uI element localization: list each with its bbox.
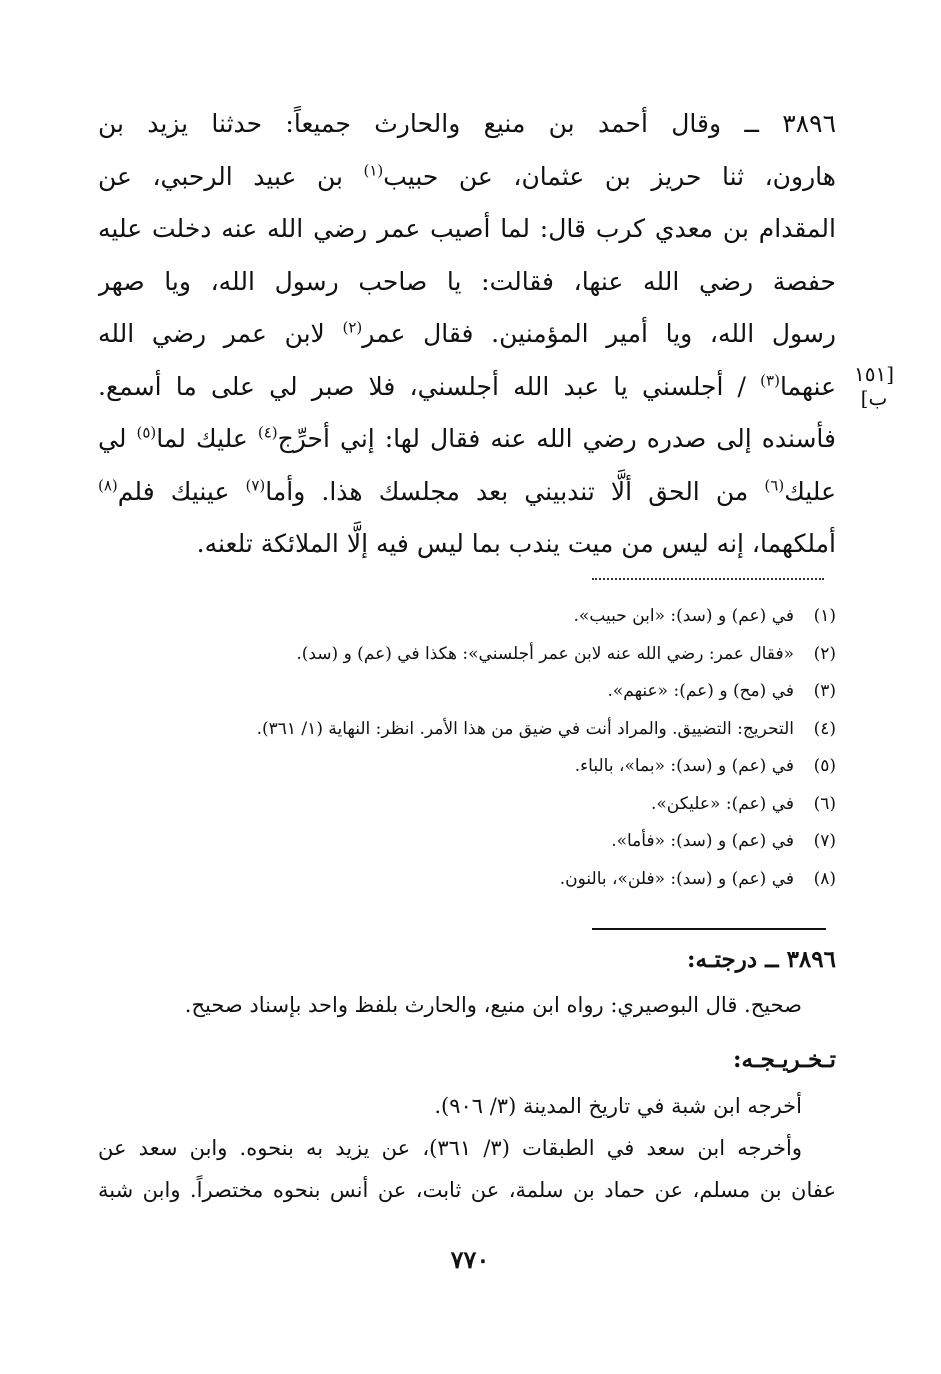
- footnote: [120, 711, 836, 749]
- takhrij-line-2: وأخرجه ابن سعد في الطبقات (٣/ ٣٦١)، عن يزيد به بنحوه. وابن سعد عن: [98, 1136, 802, 1160]
- hadith-line-3: المقدام بن معدي كرب قال: لما أصيب عمر رضي الله عنه دخلت عليه: [98, 214, 836, 243]
- footnote-number: (٦): [813, 793, 836, 814]
- grade-heading: ٣٨٩٦ ــ درجتـه:: [687, 946, 836, 973]
- footnote-text: التحريج: التضييق. والمراد أنت في ضيق من هذا الأمر. انظر: النهاية (١/ ٣٦١).: [256, 718, 794, 739]
- footnote-text: «فقال عمر: رضي الله عنه لابن عمر أجلسني»: هكذا في (عم) و (سد).: [296, 643, 794, 664]
- manuscript-folio-marker: [١٥١ ب]: [853, 362, 895, 410]
- hadith-line-8: عليك$^{(٦)}$ من الحق ألَّا تندبيني بعد مجلسك هذا. وأما$^{(٧)}$ عينيك فلم$^{(٨)}$: [98, 476, 836, 506]
- footnote-text: في (عم) و (سد): «فأما».: [611, 831, 794, 851]
- hadith-line-9: أملكهما، إنه ليس من ميت يندب بما ليس فيه إلَّا الملائكة تلعنه.: [196, 529, 836, 558]
- footnote-text: في (عم) و (سد): «بما»، بالباء.: [574, 756, 794, 776]
- takhrij-line-1: أخرجه ابن شبة في تاريخ المدينة (٣/ ٩٠٦).: [434, 1094, 802, 1118]
- footnote: [120, 823, 836, 861]
- footnote-number: (١): [813, 606, 836, 626]
- section-divider: [592, 928, 826, 930]
- footnote-separator: [592, 570, 824, 580]
- footnote: [120, 673, 836, 711]
- footnote: [120, 598, 836, 636]
- hadith-line-1: ٣٨٩٦ ــ وقال أحمد بن منيع والحارث جميعاً: حدثنا يزيد بن: [98, 109, 836, 138]
- footnote-number: (٧): [813, 831, 836, 851]
- footnote-number: (٢): [813, 643, 836, 664]
- footnote-number: (٤): [813, 718, 836, 739]
- footnote-text: في (عم): «عليكن».: [651, 793, 794, 814]
- grade-text: صحيح. قال البوصيري: رواه ابن منيع، والحارث بلفظ واحد بإسناد صحيح.: [184, 993, 802, 1017]
- hadith-line-2: هارون، ثنا حريز بن عثمان، عن حبيب$^{(١)}$ بن عبيد الرحبي، عن: [98, 161, 836, 191]
- footnote: [120, 636, 836, 674]
- footnote: [120, 786, 836, 824]
- takhrij-line-3: عفان بن مسلم، عن حماد بن سلمة، عن ثابت، عن أنس بنحوه مختصراً. وابن شبة: [98, 1178, 836, 1202]
- hadith-line-4: حفصة رضي الله عنها، فقالت: يا صاحب رسول الله، ويا صهر: [98, 266, 836, 296]
- hadith-line-6: عنهما$^{(٣)}$ / أجلسني يا عبد الله أجلسني، فلا صبر لي على ما أسمع.: [98, 371, 836, 401]
- hadith-text: [98, 98, 836, 571]
- footnote-number: (٨): [813, 868, 836, 889]
- footnote-number: (٥): [813, 756, 836, 776]
- footnotes: [120, 598, 836, 898]
- footnote-text: في (عم) و (سد): «ابن حبيب».: [573, 606, 794, 626]
- takhrij-heading: تـخـريـجـه:: [733, 1046, 836, 1073]
- footnote-number: (٣): [813, 681, 836, 701]
- footnote: [120, 748, 836, 786]
- hadith-line-7: فأسنده إلى صدره رضي الله عنه فقال لها: إني أحرِّج$^{(٤)}$ عليك لما$^{(٥)}$ لي: [98, 423, 836, 453]
- footnote-text: في (عم) و (سد): «فلن»، بالنون.: [559, 868, 794, 889]
- takhrij-text: [98, 1085, 836, 1211]
- hadith-line-5: رسول الله، ويا أمير المؤمنين. فقال عمر$^{(٢)}$ لابن عمر رضي الله: [98, 318, 836, 348]
- footnote-text: في (مح) و (عم): «عنهم».: [607, 681, 794, 701]
- page-number: ٧٧٠: [450, 1245, 490, 1274]
- footnote: [120, 861, 836, 899]
